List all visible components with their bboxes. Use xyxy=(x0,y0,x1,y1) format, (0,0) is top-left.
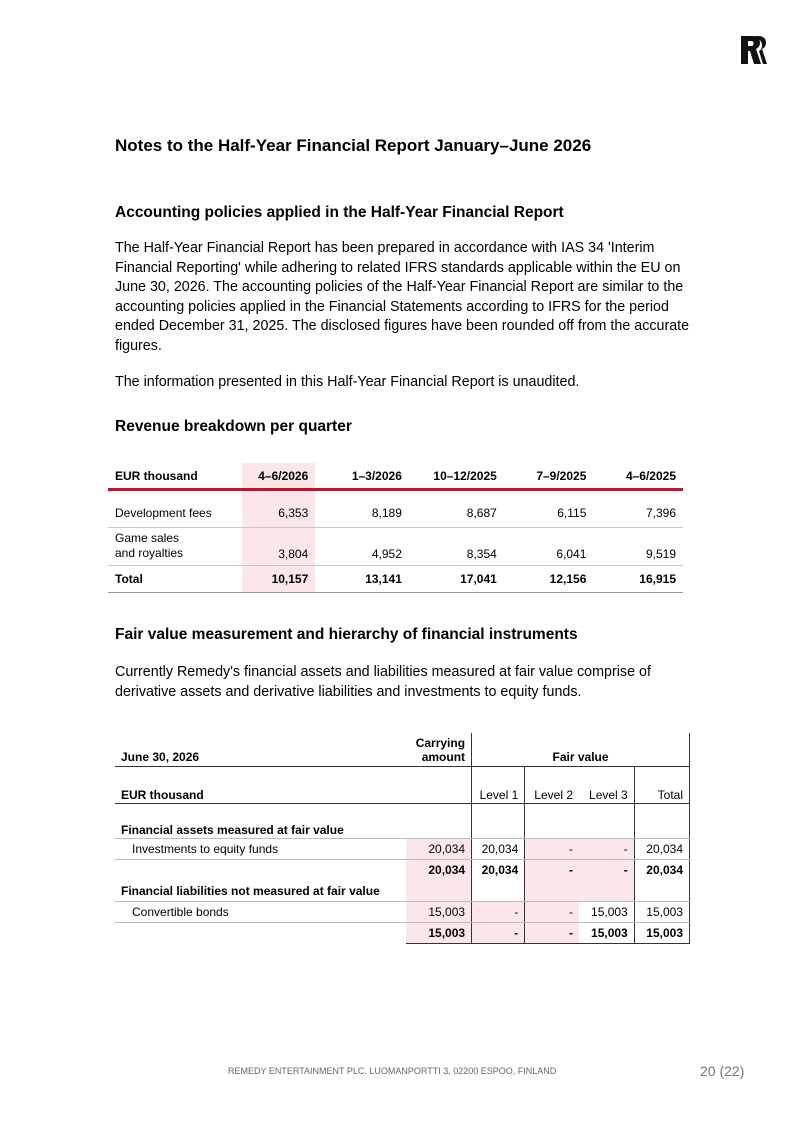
fair-value-header: Fair value xyxy=(472,733,690,766)
cell-value: - xyxy=(472,901,525,922)
cell-value: 8,189 xyxy=(315,499,409,527)
cell-value: 13,141 xyxy=(315,565,409,592)
page-title: Notes to the Half-Year Financial Report January–June 2026 xyxy=(115,136,592,155)
column-header: 1–3/2026 xyxy=(351,468,402,483)
cell-value: 20,034 xyxy=(472,838,525,859)
date-label: June 30, 2026 xyxy=(115,733,406,766)
column-header: 4–6/2026 xyxy=(242,463,315,490)
cell-value: 20,034 xyxy=(634,859,689,881)
cell-value: 4,952 xyxy=(315,527,409,565)
column-header: 7–9/2025 xyxy=(536,468,587,483)
revenue-heading: Revenue breakdown per quarter xyxy=(115,418,352,435)
fair-value-table xyxy=(115,733,690,944)
cell-value: - xyxy=(525,838,579,859)
revenue-header-row xyxy=(108,463,683,490)
remedy-logo-icon xyxy=(739,35,769,65)
cell-value: - xyxy=(472,922,525,943)
cell-value: 20,034 xyxy=(406,859,471,881)
column-header: 4–6/2025 xyxy=(625,468,676,483)
row-label: Total xyxy=(108,565,242,592)
assets-heading: Financial assets measured at fair value xyxy=(115,803,406,838)
level-header: Level 3 xyxy=(579,766,634,803)
row-label: Development fees xyxy=(108,499,242,527)
table-row xyxy=(108,499,683,527)
table-row xyxy=(115,838,690,859)
subtotal-row xyxy=(115,922,690,943)
eur-label: EUR thousand xyxy=(115,766,406,803)
cell-value: 16,915 xyxy=(593,565,683,592)
cell-value: 8,354 xyxy=(409,527,504,565)
cell-value: 6,115 xyxy=(504,499,594,527)
cell-value: 10,157 xyxy=(242,565,315,592)
column-header: 10–12/2025 xyxy=(433,468,497,483)
row-label: Convertible bonds xyxy=(115,901,406,922)
cell-value: 15,003 xyxy=(579,901,634,922)
fairvalue-paragraph: Currently Remedy's financial assets and liabilities measured at fair value comprise of derivative assets and derivative liabilities and investments to equity funds. xyxy=(115,664,651,700)
cell-value: 20,034 xyxy=(472,859,525,881)
cell-value: 6,353 xyxy=(242,499,315,527)
section-heading-row xyxy=(115,803,690,838)
page-number: 20 (22) xyxy=(700,1063,745,1079)
table-header-row xyxy=(115,733,690,766)
footer-address: REMEDY ENTERTAINMENT PLC. LUOMANPORTTI 3, 02200 ESPOO, FINLAND xyxy=(228,1066,557,1076)
cell-value: 15,003 xyxy=(634,922,689,943)
cell-value: 15,003 xyxy=(634,901,689,922)
table-header-row xyxy=(115,766,690,803)
row-label: Game sales and royalties xyxy=(108,527,242,565)
accounting-paragraph: The Half-Year Financial Report has been prepared in accordance with IAS 34 'Interim Financial Reporting' while adhering to related IFRS standards applicable within the EU on June 30, 2026. The accounting policies of the Half-Year Financial Report are similar to the accounting policies applied in the Financial Statements according to IFRS for the period ended December 31, 2025. The disclosed figures have been rounded off from the accurate figures. xyxy=(115,240,690,354)
accounting-heading: Accounting policies applied in the Half-Year Financial Report xyxy=(115,204,564,221)
cell-value: 15,003 xyxy=(406,901,471,922)
level-header: Total xyxy=(634,766,689,803)
cell-value: 15,003 xyxy=(579,922,634,943)
total-row xyxy=(108,565,683,592)
cell-value: - xyxy=(525,859,579,881)
cell-value: 6,041 xyxy=(504,527,594,565)
cell-value: - xyxy=(525,922,579,943)
cell-value: 9,519 xyxy=(593,527,683,565)
row-label: Investments to equity funds xyxy=(115,838,406,859)
unaudited-note: The information presented in this Half-Year Financial Report is unaudited. xyxy=(115,374,580,390)
cell-value: 8,687 xyxy=(409,499,504,527)
cell-value: 15,003 xyxy=(406,922,471,943)
cell-value: 7,396 xyxy=(593,499,683,527)
cell-value: 3,804 xyxy=(242,527,315,565)
subtotal-row xyxy=(115,859,690,881)
cell-value: - xyxy=(579,838,634,859)
revenue-table xyxy=(108,463,683,593)
carrying-amount-header: Carrying amount xyxy=(406,733,471,766)
level-header: Level 2 xyxy=(525,766,579,803)
cell-value: 12,156 xyxy=(504,565,594,592)
section-heading-row xyxy=(115,881,690,901)
cell-value: - xyxy=(579,859,634,881)
cell-value: 17,041 xyxy=(409,565,504,592)
liabilities-heading: Financial liabilities not measured at fair value xyxy=(115,881,406,901)
column-header: EUR thousand xyxy=(115,468,198,483)
table-row xyxy=(108,527,683,565)
fairvalue-heading: Fair value measurement and hierarchy of financial instruments xyxy=(115,626,578,643)
cell-value: - xyxy=(525,901,579,922)
table-row xyxy=(115,901,690,922)
cell-value: 20,034 xyxy=(634,838,689,859)
cell-value: 20,034 xyxy=(406,838,471,859)
level-header: Level 1 xyxy=(472,766,525,803)
